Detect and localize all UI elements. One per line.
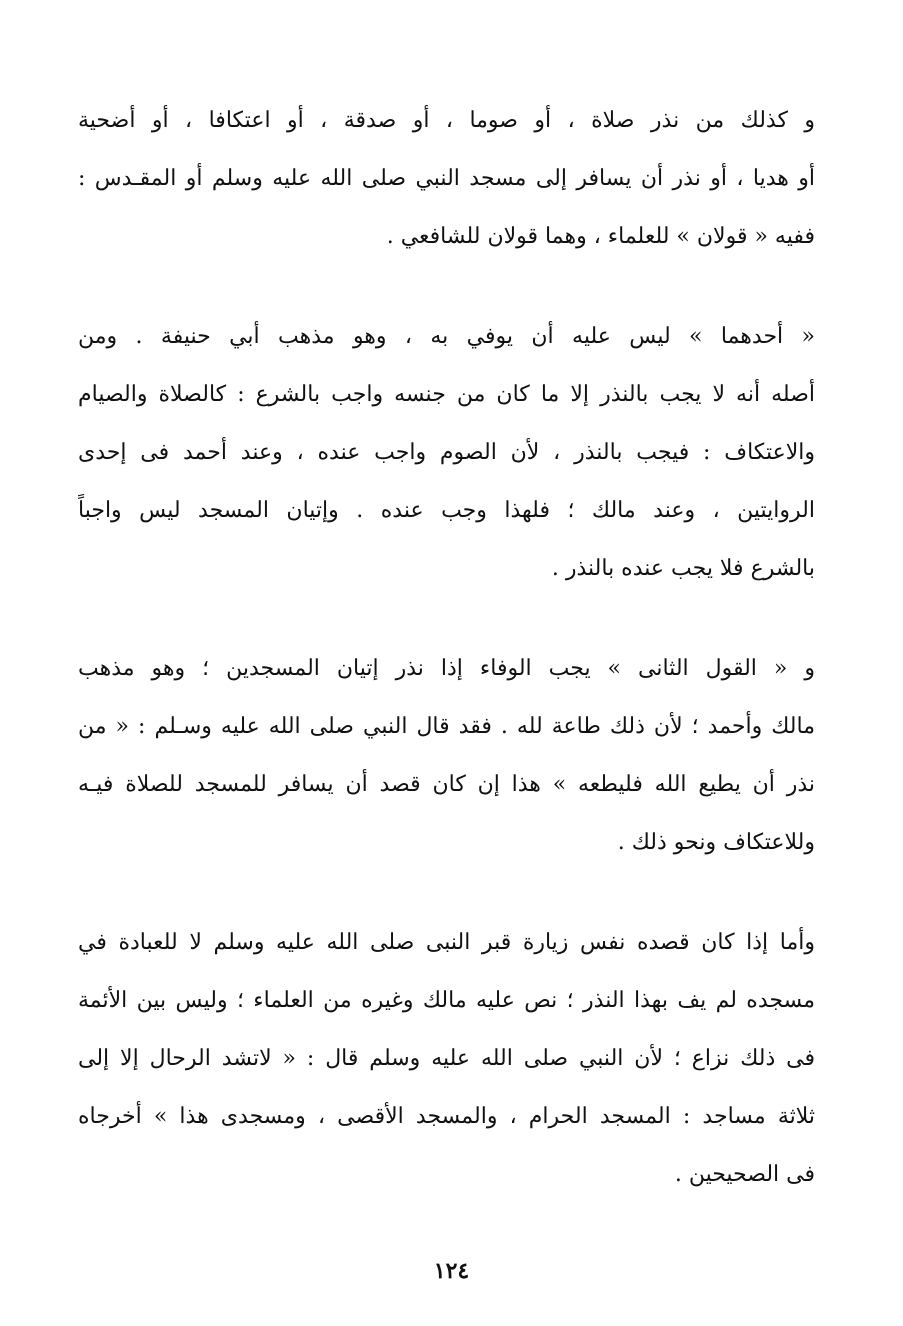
paragraph-2 [78,308,815,598]
text-line: مسجده لم يف بهذا النذر ؛ نص عليه مالك وغيره من العلماء ؛ وليس بين الأئمة [78,988,815,1013]
text-line: أصله أنه لا يجب بالنذر إلا ما كان من جنسه واجب بالشرع : كالصلاة والصيام [78,382,815,407]
paragraph-gap [78,266,815,308]
paragraph-1 [78,92,815,266]
text-line: وأما إذا كان قصده نفس زيارة قبر النبى صلى الله عليه وسلم لا للعبادة في [78,930,815,955]
text-line: الروايتين ، وعند مالك ؛ فلهذا وجب عنده . وإتيان المسجد ليس واجباً [78,498,815,523]
text-line: مالك وأحمد ؛ لأن ذلك طاعة لله . فقد قال النبي صلى الله عليه وسـلم : « من [78,714,815,739]
page-body-text [78,92,815,1204]
text-line: ثلاثة مساجد : المسجد الحرام ، والمسجد الأقصى ، ومسجدى هذا » أخرجاه [78,1104,815,1129]
page-number: ١٢٤ [433,1258,470,1284]
text-line: فى الصحيحين . [674,1162,815,1187]
text-line: بالشرع فلا يجب عنده بالنذر . [551,556,815,581]
paragraph-gap [78,872,815,914]
text-line: فى ذلك نزاع ؛ لأن النبي صلى الله عليه وسلم قال : « لاتشد الرحال إلا إلى [78,1046,815,1071]
text-line: و كذلك من نذر صلاة ، أو صوما ، أو صدقة ، أو اعتكافا ، أو أضحية [78,108,815,133]
text-line: وللاعتكاف ونحو ذلك . [617,830,815,855]
text-line: نذر أن يطيع الله فليطعه » هذا إن كان قصد أن يسافر للمسجد للصلاة فيـه [78,772,815,797]
paragraph-4 [78,914,815,1204]
text-line: أو هديا ، أو نذر أن يسافر إلى مسجد النبي صلى الله عليه وسلم أو المقـدس : [78,166,815,191]
text-line: « أحدهما » ليس عليه أن يوفي به ، وهو مذهب أبي حنيفة . ومن [78,324,815,349]
paragraph-gap [78,598,815,640]
text-line: و « القول الثانى » يجب الوفاء إذا نذر إتيان المسجدين ؛ وهو مذهب [78,656,815,681]
paragraph-3 [78,640,815,872]
text-line: والاعتكاف : فيجب بالنذر ، لأن الصوم واجب عنده ، وعند أحمد فى إحدى [78,440,815,465]
text-line: ففيه « قولان » للعلماء ، وهما قولان للشافعي . [386,224,815,249]
